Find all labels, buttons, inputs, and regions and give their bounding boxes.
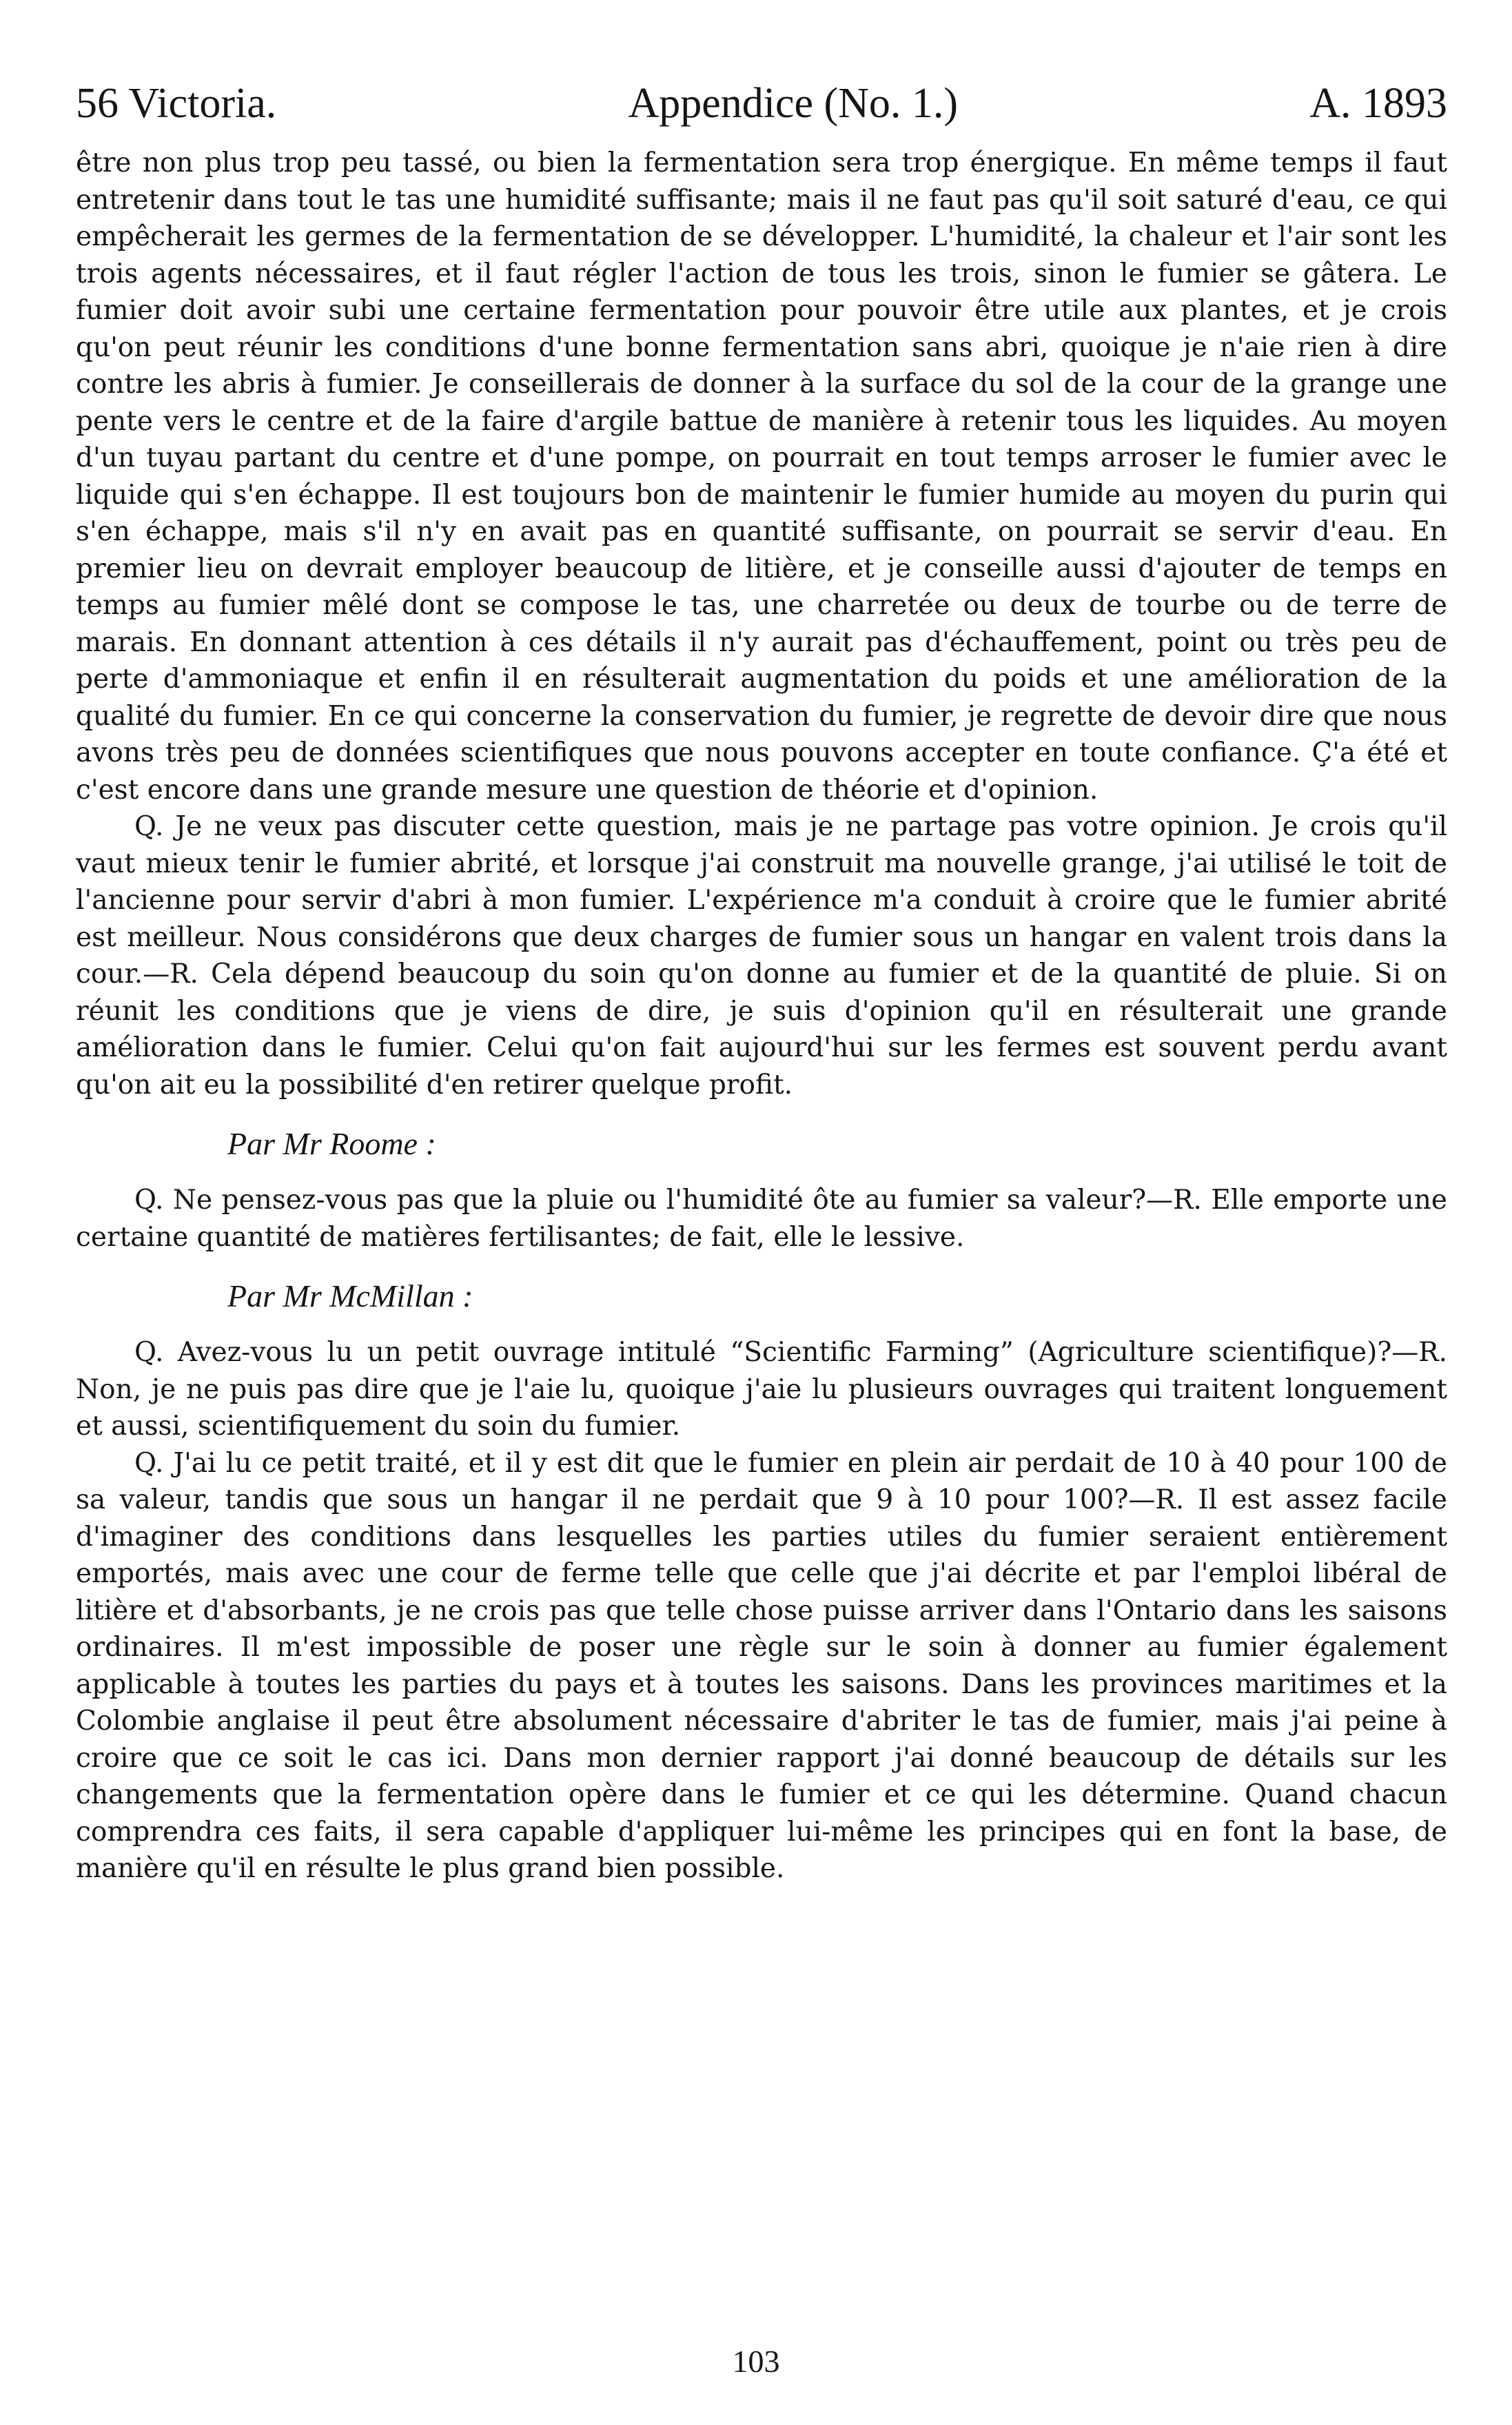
document-page — [76, 76, 1447, 1887]
paragraph-question-answer: Q. J'ai lu ce petit traité, et il y est dit que le fumier en plein air perdait de 10 à 40 pour 100 de sa valeur, tandis que sous un hangar il ne perdait que 9 à 10 pour 100?—R. Il est assez facile d'imaginer des conditions dans lesquelles les parties utiles du fumier seraient entièrement emportés, mais avec une cour de ferme telle que celle que j'ai décrite et par l'emploi libéral de litière et d'absorbants, je ne crois pas que telle chose puisse arriver dans l'Ontario dans les saisons ordinaires. Il m'est impossible de poser une règle sur le soin à donner au fumier également applicable à toutes les parties du pays et à toutes les saisons. Dans les provinces maritimes et la Colombie anglaise il peut être absolument nécessaire d'abriter le tas de fumier, mais j'ai peine à croire que ce soit le cas ici. Dans mon dernier rapport j'ai donné beaucoup de détails sur les changements que la fermentation opère dans le fumier et ce qui les détermine. Quand chacun comprendra ces faits, il sera capable d'appliquer lui-même les principes qui en font la base, de manière qu'il en résulte le plus grand bien possible. — [76, 1447, 1447, 1884]
paragraph-continuation: être non plus trop peu tassé, ou bien la fermentation sera trop énergique. En même temps il faut entretenir dans tout le tas une humidité suffisante; mais il ne faut pas qu'il soit saturé d'eau, ce qui empêcherait les germes de la fermentation de se développer. L'humidité, la chaleur et l'air sont les trois agents nécessaires, et il faut régler l'action de tous les trois, sinon le fumier se gâtera. Le fumier doit avoir subi une certaine fermentation pour pouvoir être utile aux plantes, et je crois qu'on peut réunir les conditions d'une bonne fermentation sans abri, quoique je n'aie rien à dire contre les abris à fumier. Je conseillerais de donner à la surface du sol de la cour de la grange une pente vers le centre et de la faire d'argile battue de manière à retenir tous les liquides. Au moyen d'un tuyau partant du centre et d'une pompe, on pourrait en tout temps arroser le fumier avec le liquide qui s'en échappe. Il est toujours bon de maintenir le fumier humide au moyen du purin qui s'en échappe, mais s'il n'y en avait pas en quantité suffisante, on pourrait se servir d'eau. En premier lieu on devrait employer beaucoup de litière, et je conseille aussi d'ajouter de temps en temps au fumier mêlé dont se compose le tas, une charretée ou deux de tourbe ou de terre de marais. En donnant attention à ces détails il n'y aurait pas d'échauffement, point ou très peu de perte d'ammoniaque et enfin il en résulterait augmentation du poids et une amélioration de la qualité du fumier. En ce qui concerne la conservation du fumier, je regrette de devoir dire que nous avons très peu de données scientifiques que nous pouvons accepter en toute confiance. Ç'a été et c'est encore dans une grande mesure une question de théorie et d'opinion. — [76, 147, 1447, 806]
header-year: A. 1893 — [1309, 80, 1447, 127]
running-header — [76, 76, 1447, 131]
page-footer — [0, 2343, 1512, 2380]
paragraph-question-answer: Q. Je ne veux pas discuter cette question, mais je ne partage pas votre opinion. Je crois qu'il vaut mieux tenir le fumier abrité, et lorsque j'ai construit ma nouvelle grange, j'ai utilisé le toit de l'ancienne pour servir d'abri à mon fumier. L'expérience m'a conduit à croire que le fumier abrité est meilleur. Nous considérons que deux charges de fumier sous un hangar en valent trois dans la cour.—R. Cela dépend beaucoup du soin qu'on donne au fumier et de la quantité de pluie. Si on réunit les conditions que je viens de dire, je suis d'opinion qu'il en résulterait une grande amélioration dans le fumier. Celui qu'on fait aujourd'hui sur les fermes est souvent perdu avant qu'on ait eu la possibilité d'en retirer quelque profit. — [76, 811, 1447, 1101]
header-appendix: Appendice (No. 1.) — [628, 80, 959, 127]
speaker-heading-roome: Par Mr Roome : — [227, 1126, 436, 1161]
speaker-heading-mcmillan: Par Mr McMillan : — [227, 1278, 473, 1313]
paragraph-question-answer: Q. Ne pensez-vous pas que la pluie ou l'humidité ôte au fumier sa valeur?—R. Elle emporte une certaine quantité de matières fertilisantes; de fait, elle le lessive. — [76, 1185, 1447, 1253]
body-text — [76, 145, 1447, 1887]
header-session: 56 Victoria. — [76, 80, 277, 127]
page-number: 103 — [732, 2344, 780, 2379]
paragraph-question-answer: Q. Avez-vous lu un petit ouvrage intitulé “Scientific Farming” (Agriculture scientifique)?—R. Non, je ne puis pas dire que je l'aie lu, quoique j'aie lu plusieurs ouvrages qui traitent longuement et aussi, scientifiquement du soin du fumier. — [76, 1337, 1447, 1442]
